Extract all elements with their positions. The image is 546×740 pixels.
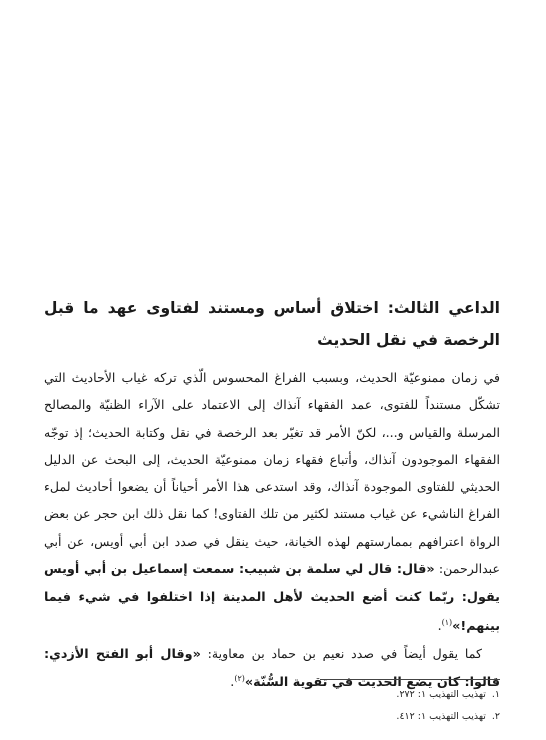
paragraph-1-end: .	[437, 617, 442, 633]
quote-2: «وقال أبو الفتح الأزدي: قالوا: كان يضع الحديث في تقوية السُّنّة»	[44, 646, 500, 691]
footnote-2	[44, 706, 500, 728]
quote-1: «قال: قال لي سلمة بن شبيب: سمعت إسماعيل بن أبي أويس يقول: ربّما كنت أضع الحديث لأهل المدينة إذا اختلفوا في شيء فيما بينهم!»	[44, 562, 500, 634]
footnote-2-number: ٢.	[491, 711, 500, 722]
main-content	[44, 292, 500, 697]
footnote-1	[44, 684, 500, 706]
footnote-ref-2: (٢)	[234, 674, 245, 684]
footnote-1-text: تهذيب التهذيب ١: ٢٧٢.	[396, 689, 486, 700]
paragraph-1	[44, 364, 500, 640]
footnote-2-text: تهذيب التهذيب ١: ٤١٢.	[396, 711, 486, 722]
footnote-divider	[320, 679, 500, 680]
footnote-ref-1: (١)	[441, 617, 453, 627]
paragraph-2-end: .	[230, 674, 235, 690]
footnotes	[44, 684, 500, 728]
paragraph-2-text: كما يقول أيضاً في صدد نعيم بن حماد بن معاوية:	[200, 645, 482, 661]
section-heading: الداعي الثالث: اختلاق أساس ومستند لفتاوى عهد ما قبل الرخصة في نقل الحديث	[44, 299, 500, 349]
paragraph-1-text: في زمان ممنوعيّة الحديث، وبسبب الفراغ المحسوس الّذي تركه غياب الأحاديث التي تشكّل مستنداً للفتوى، عمد الفقهاء آنذاك إلى الاعتماد على الآراء الظنيّة والمصالح المرسلة والقياس و...، لكنّ الأمر قد تغيّر بعد الرخصة في نقل وكتابة الحديث؛ إذ توجّه الفقهاء الموجودون آنذاك، وأتباع فقهاء زمان ممنوعيّة الحديث، إلى البحث عن الدليل الحديثي للفتاوى الموجودة آنذاك، وقد استدعى هذا الأمر أحياناً أن يضعوا أحاديث لملء الفراغ الناشيء عن غياب مستند لكثير من تلك الفتاوى! كما نقل ذلك ابن حجر عن بعض الرواة اعترافهم بممارستهم لهذه الخيانة، حيث ينقل في صدد ابن أبي أويس، عن أبي عبدالرحمن:	[44, 370, 500, 577]
footnote-1-number: ١.	[491, 689, 500, 700]
